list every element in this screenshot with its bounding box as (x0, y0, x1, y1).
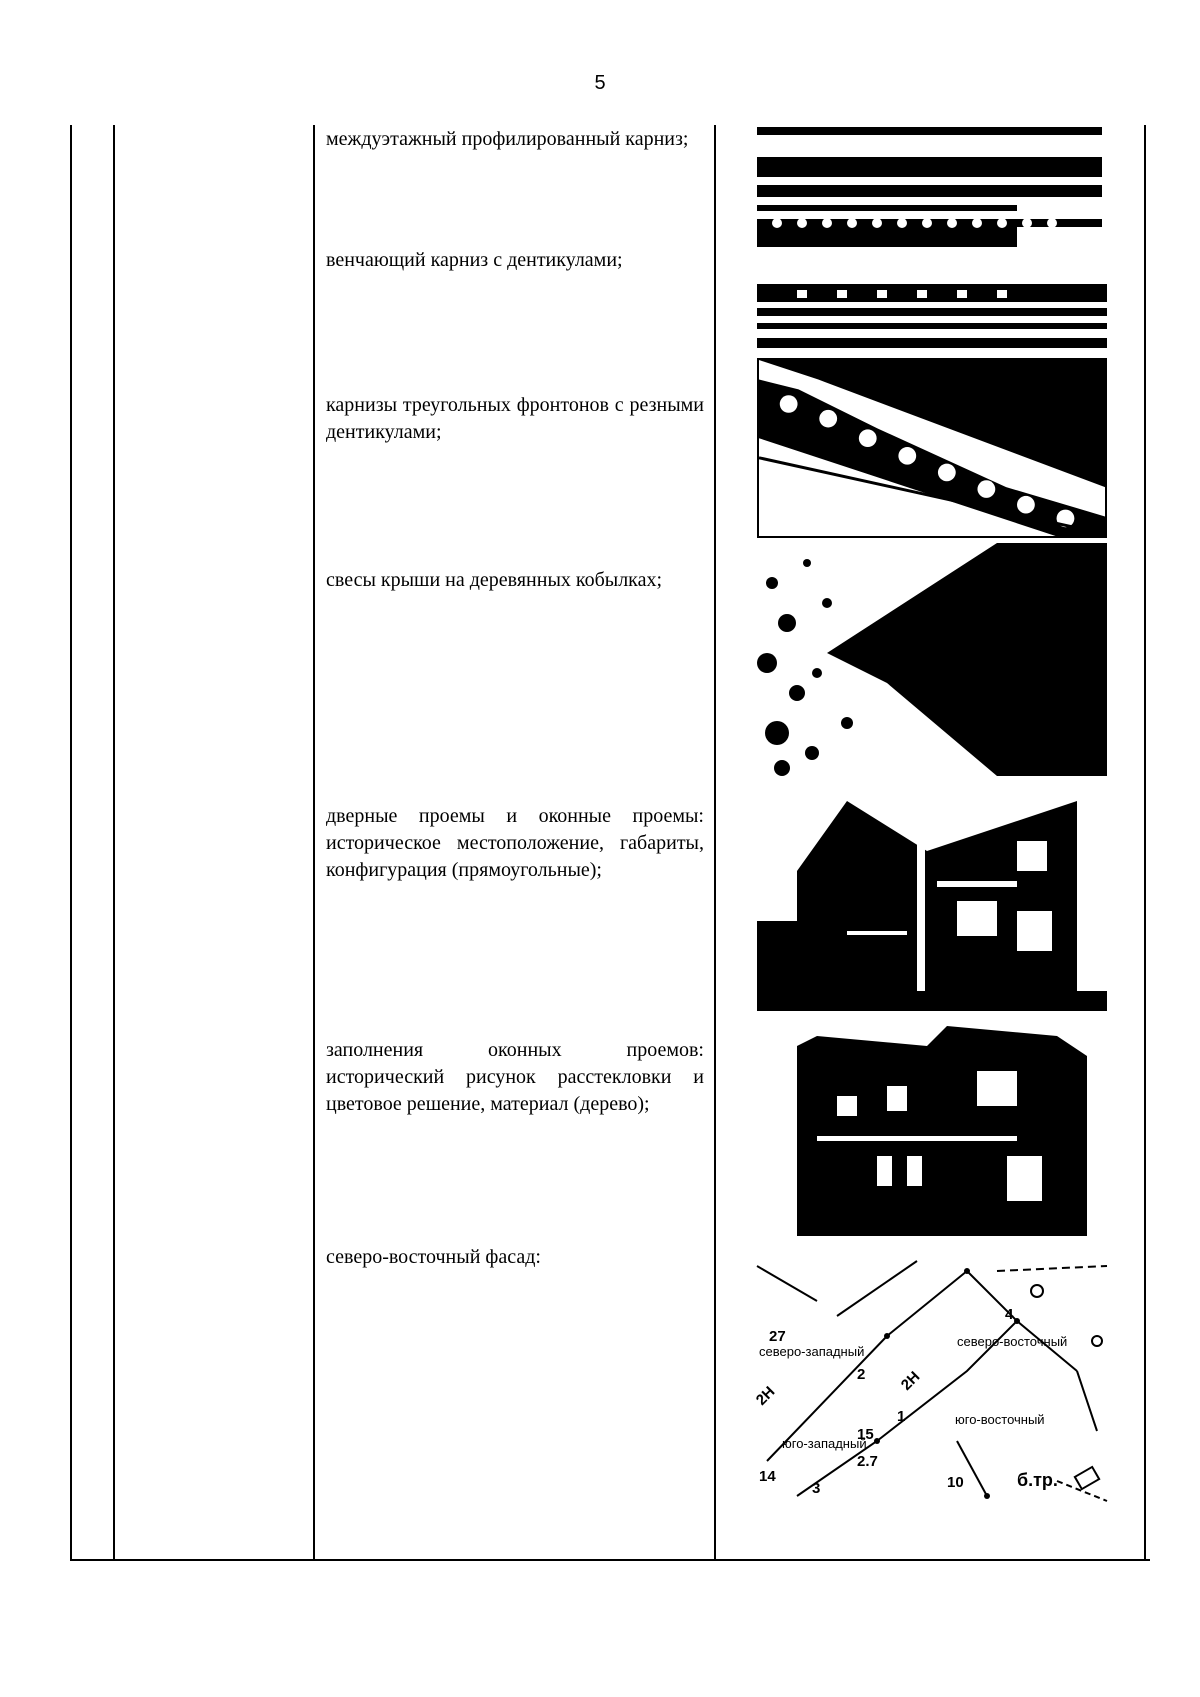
plan-number: 27 (769, 1328, 786, 1345)
table-col-divider-1 (113, 125, 115, 1561)
site-plan (752, 1261, 1107, 1501)
plan-number: 2Н (897, 1368, 924, 1394)
list-item: заполнения оконных проемов: исторический рисунок расстекловки и цветовое решение, материал (дерево); (326, 1039, 704, 1115)
list-item: венчающий карниз с дентикулами; (326, 249, 623, 271)
plan-note: б.тр. (1017, 1470, 1058, 1490)
list-item: дверные проемы и оконные проемы: историческое местоположение, габариты, конфигурация (прямоугольные); (326, 805, 704, 881)
plan-number: 4 (1005, 1306, 1014, 1323)
plan-label-southwest: юго-западный (782, 1436, 867, 1451)
plan-label-northwest: северо-западный (759, 1344, 865, 1359)
table-col-divider-2 (313, 125, 315, 1561)
list-item: карнизы треугольных фронтонов с резными дентикулами; (326, 394, 704, 443)
page-number: 5 (594, 72, 606, 94)
table-border-left (70, 125, 72, 1561)
list-item: северо-восточный фасад: (326, 1246, 541, 1268)
plan-number: 2Н (752, 1383, 779, 1409)
roof-eaves-photo (757, 543, 1107, 776)
table-col-divider-3 (714, 125, 716, 1561)
crowning-cornice-photo (757, 278, 1107, 353)
plan-number: 2 (857, 1366, 866, 1383)
plan-number: 3 (812, 1480, 821, 1497)
plan-number: 15 (857, 1426, 874, 1443)
list-item: междуэтажный профилированный карниз; (326, 128, 689, 150)
building-facade-photo (757, 781, 1107, 1011)
plan-number: 10 (947, 1474, 964, 1491)
list-item: свесы крыши на деревянных кобылках; (326, 569, 663, 591)
plan-number: 14 (759, 1468, 776, 1485)
table-border-bottom (70, 1559, 1150, 1561)
table-border-right (1144, 125, 1146, 1561)
pediment-cornice-photo (757, 358, 1107, 538)
plan-label-northeast: северо-восточный (957, 1334, 1068, 1349)
plan-number: 2.7 (857, 1453, 878, 1470)
plan-number: 1 (897, 1408, 906, 1425)
window-fillings-photo (757, 1016, 1107, 1236)
interfloor-cornice-photo (757, 127, 1107, 247)
plan-label-southeast: юго-восточный (955, 1412, 1045, 1427)
